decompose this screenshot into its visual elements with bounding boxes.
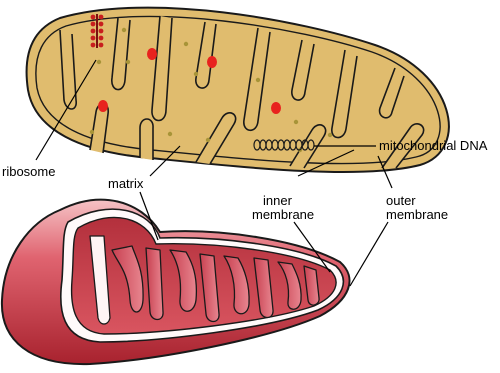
cutaway-view [2, 200, 350, 364]
inner-membrane-label-line1: inner [263, 193, 292, 208]
ribosome-label: ribosome [2, 164, 56, 179]
inner-membrane-label-line2: membrane [252, 207, 315, 222]
mitochondrial-dna-label: mitochondrial DNA [379, 138, 488, 153]
ribosome-cluster [91, 14, 104, 48]
outer-membrane-label-line1: outer [386, 193, 416, 208]
outer-membrane-label-line2: membrane [386, 207, 449, 222]
matrix-label: matrix [108, 176, 144, 191]
outer-membrane-leader-down [350, 222, 388, 286]
